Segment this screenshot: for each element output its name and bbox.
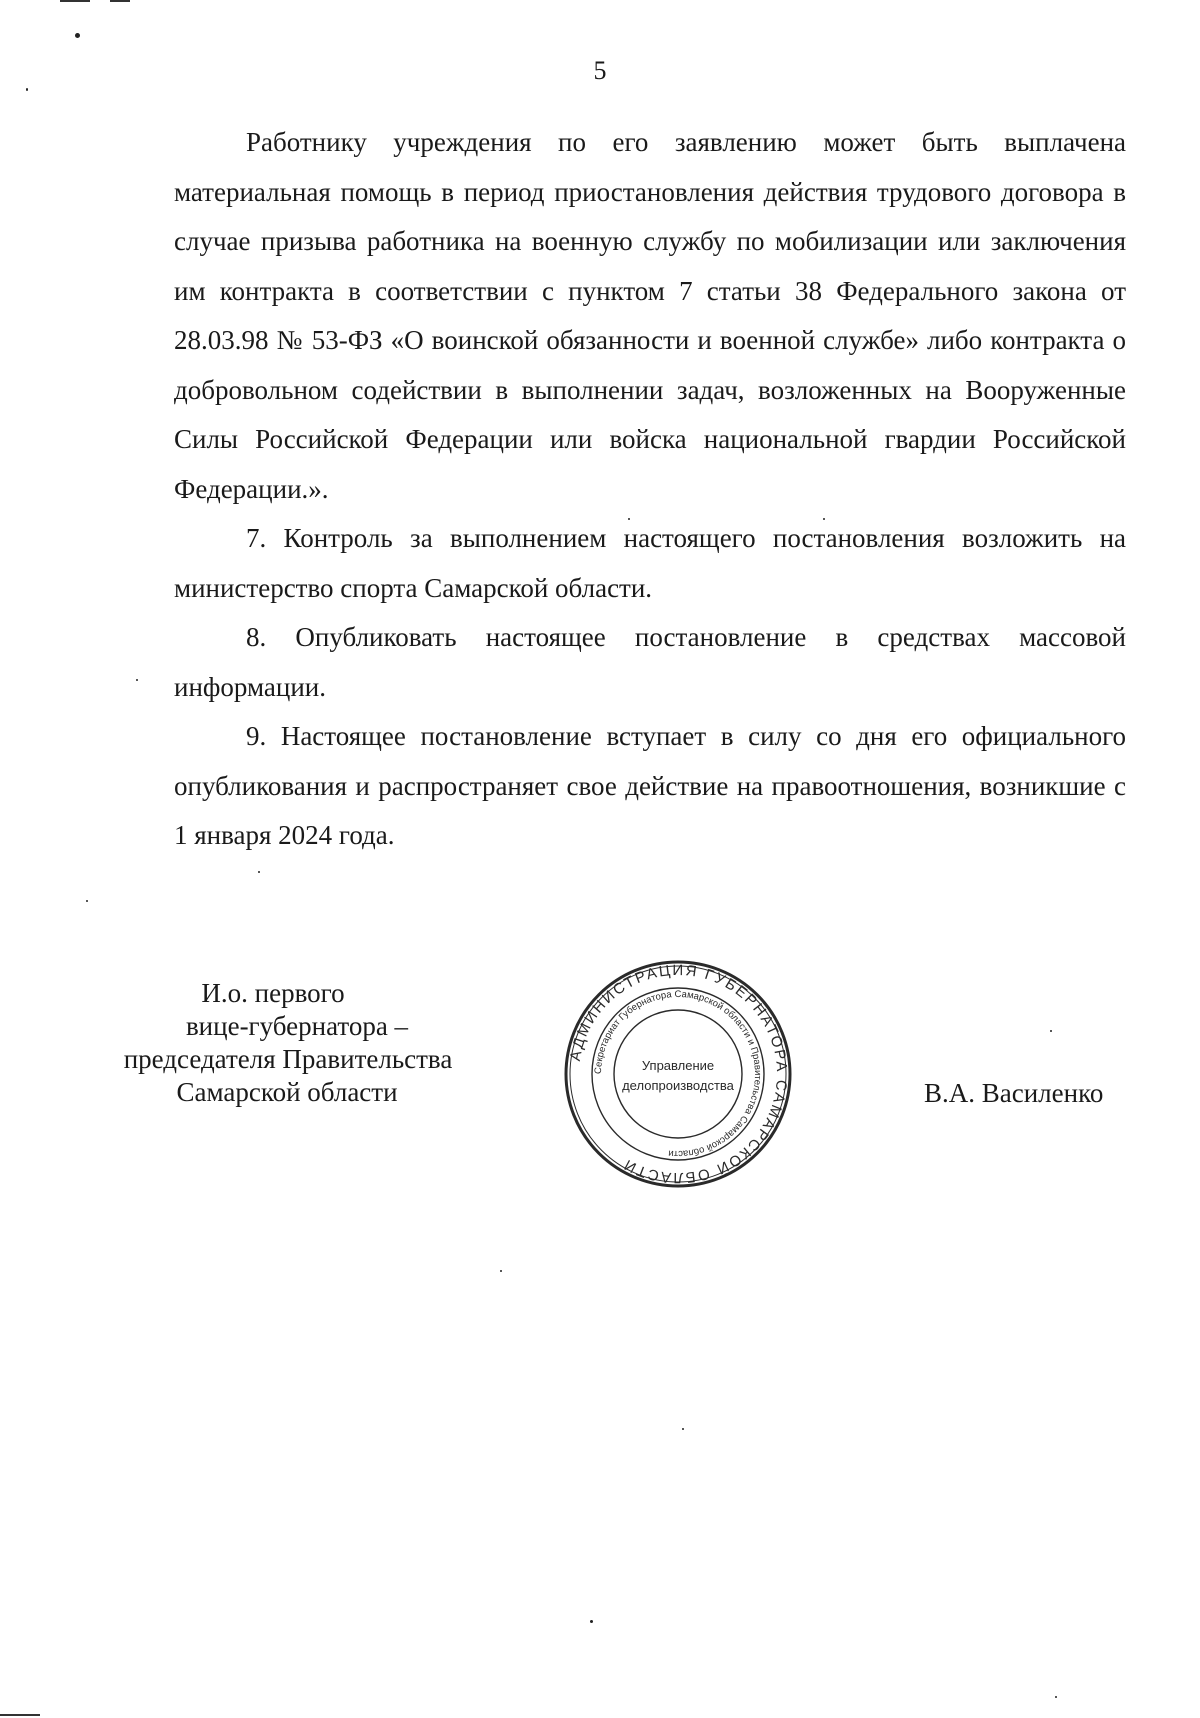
scan-edge-mark — [60, 0, 90, 2]
signer-title-line-3: председателя Правительства — [123, 1044, 453, 1074]
paragraph-item-9: 9. Настоящее постановление вступает в силу со дня его официального опубликования и распространяет свое действие на правоотношения, возникшие с 1 января 2024 года. — [174, 721, 1126, 850]
scan-speck — [682, 1428, 684, 1430]
scan-speck — [590, 1620, 593, 1623]
stamp-outer-text: АДМИНИСТРАЦИЯ ГУБЕРНАТОРА САМАРСКОЙ ОБЛАСТИ — [566, 961, 791, 1187]
paragraph-material-aid: Работнику учреждения по его заявлению может быть выплачена материальная помощь в период приостановления действия трудового договора в случае призыва работника на военную службу по мобилизации или заключения им контракта в соответствии с пунктом 7 статьи 38 Федерального закона от 28.03.98 № 53-ФЗ «О воинской обязанности и военной службе» либо контракта о добровольном содействии в выполнении задач, возложенных на Вооруженные Силы Российской Федерации или войска национальной гвардии Российской Федерации.». — [174, 127, 1126, 504]
scan-speck — [258, 871, 260, 873]
scan-speck — [1055, 1696, 1057, 1698]
paragraph-item-8: 8. Опубликовать настоящее постановление в средствах массовой информации. — [174, 622, 1126, 702]
scan-speck — [1050, 1030, 1052, 1032]
official-stamp — [562, 958, 794, 1190]
scan-speck — [628, 518, 630, 520]
signer-name: В.А. Василенко — [924, 1078, 1104, 1108]
document-body — [174, 118, 1126, 861]
scan-speck — [500, 1270, 502, 1272]
scan-speck — [26, 88, 28, 91]
page-number: 5 — [593, 56, 607, 85]
signer-title — [90, 977, 486, 1109]
scan-speck — [86, 900, 88, 902]
stamp-center-line-2: делопроизводства — [622, 1078, 734, 1093]
signer-title-line-4: Самарской области — [176, 1077, 398, 1107]
stamp-inner-text: Секретариат Губернатора Самарской области и Правительства Самарской области — [592, 988, 764, 1160]
scan-speck — [75, 33, 80, 38]
scan-speck — [823, 518, 825, 520]
scan-edge-mark — [110, 0, 130, 2]
paragraph-item-7: 7. Контроль за выполнением настоящего постановления возложить на министерство спорта Самарской области. — [174, 523, 1126, 603]
scan-edge-mark — [0, 1714, 40, 1716]
signer-title-line-1: И.о. первого — [201, 978, 345, 1008]
stamp-center-line-1: Управление — [641, 1058, 715, 1073]
signer-title-line-2: вице-губернатора – — [185, 1011, 409, 1041]
scan-speck — [136, 679, 138, 681]
